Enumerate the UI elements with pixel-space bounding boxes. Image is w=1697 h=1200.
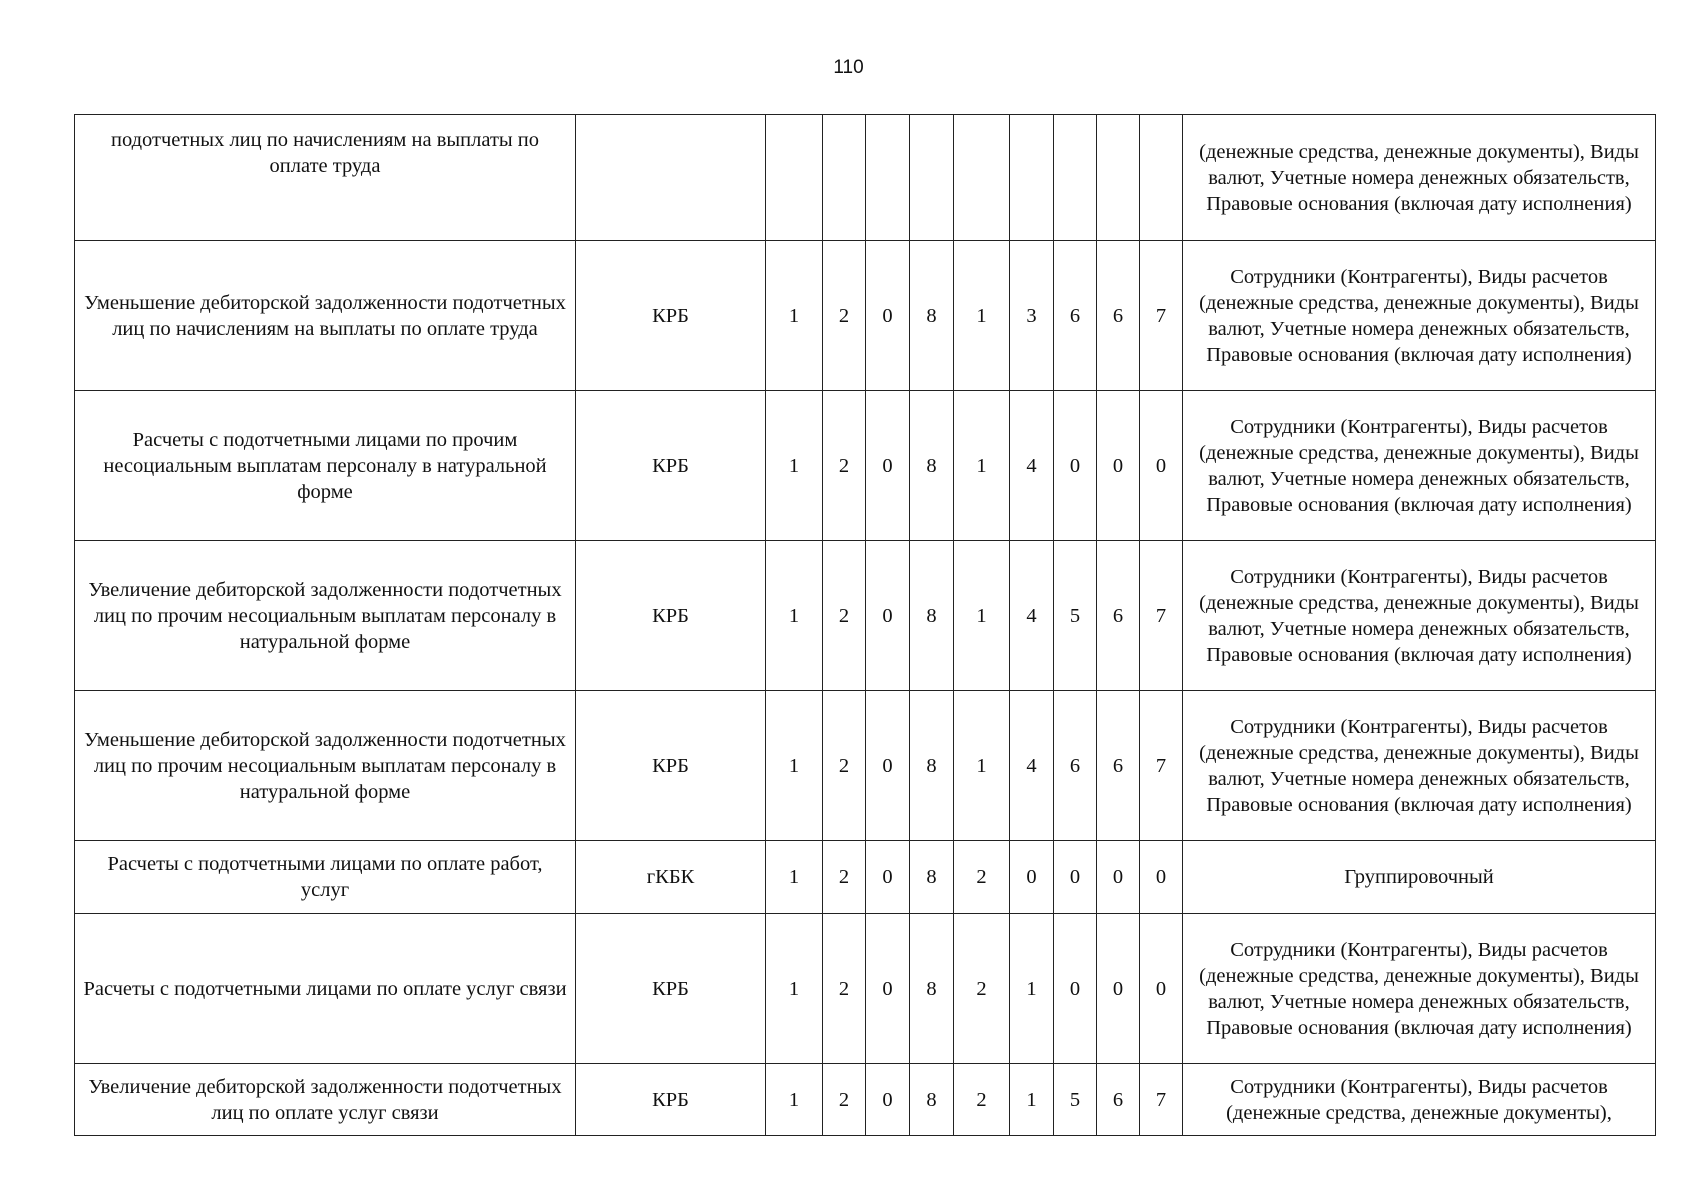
account-digit-4: 8 bbox=[910, 914, 954, 1064]
account-digit-3: 0 bbox=[866, 691, 910, 841]
account-digit-1: 1 bbox=[766, 914, 823, 1064]
account-digit-6: 1 bbox=[1010, 1064, 1054, 1136]
account-digit-8 bbox=[1097, 115, 1140, 241]
table-row bbox=[75, 914, 1656, 1064]
account-digit-5: 1 bbox=[954, 691, 1010, 841]
account-digit-4 bbox=[910, 115, 954, 241]
account-digit-1: 1 bbox=[766, 1064, 823, 1136]
kbk-type: КРБ bbox=[576, 541, 766, 691]
account-digit-1: 1 bbox=[766, 241, 823, 391]
kbk-type: КРБ bbox=[576, 391, 766, 541]
account-digit-2: 2 bbox=[823, 691, 866, 841]
table-row bbox=[75, 541, 1656, 691]
kbk-type: КРБ bbox=[576, 1064, 766, 1136]
account-digit-1: 1 bbox=[766, 691, 823, 841]
account-digit-5: 2 bbox=[954, 841, 1010, 914]
account-digit-5: 1 bbox=[954, 241, 1010, 391]
account-digit-8: 0 bbox=[1097, 841, 1140, 914]
account-digit-4: 8 bbox=[910, 1064, 954, 1136]
kbk-type bbox=[576, 115, 766, 241]
account-digit-3: 0 bbox=[866, 1064, 910, 1136]
account-digit-2: 2 bbox=[823, 241, 866, 391]
analytics-description: Сотрудники (Контрагенты), Виды расчетов (денежные средства, денежные документы), Виды валют, Учетные номера денежных обязательств, Правовые основания (включая дату исполнения) bbox=[1183, 914, 1656, 1064]
account-digit-4: 8 bbox=[910, 691, 954, 841]
account-digit-9: 0 bbox=[1140, 914, 1183, 1064]
account-name: Уменьшение дебиторской задолженности подотчетных лиц по прочим несоциальным выплатам персоналу в натуральной форме bbox=[75, 691, 576, 841]
account-digit-9: 7 bbox=[1140, 691, 1183, 841]
account-digit-2: 2 bbox=[823, 914, 866, 1064]
account-digit-6: 4 bbox=[1010, 391, 1054, 541]
account-digit-6: 0 bbox=[1010, 841, 1054, 914]
kbk-type: гКБК bbox=[576, 841, 766, 914]
account-digit-2: 2 bbox=[823, 1064, 866, 1136]
account-digit-5: 2 bbox=[954, 914, 1010, 1064]
account-digit-7: 0 bbox=[1054, 841, 1097, 914]
account-digit-1: 1 bbox=[766, 541, 823, 691]
account-digit-1 bbox=[766, 115, 823, 241]
table-row bbox=[75, 841, 1656, 914]
account-name: Расчеты с подотчетными лицами по оплате услуг связи bbox=[75, 914, 576, 1064]
account-digit-2 bbox=[823, 115, 866, 241]
analytics-description: Группировочный bbox=[1183, 841, 1656, 914]
account-digit-6: 3 bbox=[1010, 241, 1054, 391]
account-digit-9: 7 bbox=[1140, 1064, 1183, 1136]
kbk-type: КРБ bbox=[576, 241, 766, 391]
table-row bbox=[75, 691, 1656, 841]
page-number: 110 bbox=[833, 57, 864, 78]
analytics-description: Сотрудники (Контрагенты), Виды расчетов (денежные средства, денежные документы), Виды валют, Учетные номера денежных обязательств, Правовые основания (включая дату исполнения) bbox=[1183, 541, 1656, 691]
account-digit-2: 2 bbox=[823, 541, 866, 691]
account-digit-5: 1 bbox=[954, 541, 1010, 691]
account-digit-9: 7 bbox=[1140, 241, 1183, 391]
account-digit-7: 0 bbox=[1054, 391, 1097, 541]
account-name: подотчетных лиц по начислениям на выплаты по оплате труда bbox=[75, 115, 576, 241]
account-digit-7: 6 bbox=[1054, 691, 1097, 841]
account-digit-8: 0 bbox=[1097, 391, 1140, 541]
account-digit-8: 0 bbox=[1097, 914, 1140, 1064]
kbk-type: КРБ bbox=[576, 914, 766, 1064]
account-digit-7: 5 bbox=[1054, 541, 1097, 691]
account-digit-4: 8 bbox=[910, 391, 954, 541]
kbk-type: КРБ bbox=[576, 691, 766, 841]
account-digit-9: 0 bbox=[1140, 391, 1183, 541]
account-digit-5 bbox=[954, 115, 1010, 241]
account-digit-8: 6 bbox=[1097, 691, 1140, 841]
table-row bbox=[75, 115, 1656, 241]
account-digit-6: 4 bbox=[1010, 541, 1054, 691]
account-name: Уменьшение дебиторской задолженности подотчетных лиц по начислениям на выплаты по оплате труда bbox=[75, 241, 576, 391]
account-digit-5: 1 bbox=[954, 391, 1010, 541]
account-digit-2: 2 bbox=[823, 391, 866, 541]
account-digit-3: 0 bbox=[866, 841, 910, 914]
account-digit-3: 0 bbox=[866, 391, 910, 541]
account-digit-6: 1 bbox=[1010, 914, 1054, 1064]
table-row bbox=[75, 391, 1656, 541]
account-digit-7: 0 bbox=[1054, 914, 1097, 1064]
account-digit-8: 6 bbox=[1097, 1064, 1140, 1136]
analytics-description: Сотрудники (Контрагенты), Виды расчетов (денежные средства, денежные документы), Виды валют, Учетные номера денежных обязательств, Правовые основания (включая дату исполнения) bbox=[1183, 391, 1656, 541]
account-digit-4: 8 bbox=[910, 241, 954, 391]
account-digit-8: 6 bbox=[1097, 241, 1140, 391]
account-digit-7 bbox=[1054, 115, 1097, 241]
account-digit-4: 8 bbox=[910, 541, 954, 691]
account-digit-3: 0 bbox=[866, 241, 910, 391]
account-name: Расчеты с подотчетными лицами по оплате работ, услуг bbox=[75, 841, 576, 914]
account-name: Увеличение дебиторской задолженности подотчетных лиц по прочим несоциальным выплатам персоналу в натуральной форме bbox=[75, 541, 576, 691]
account-digit-3: 0 bbox=[866, 914, 910, 1064]
account-digit-9: 0 bbox=[1140, 841, 1183, 914]
account-digit-1: 1 bbox=[766, 841, 823, 914]
account-digit-5: 2 bbox=[954, 1064, 1010, 1136]
account-digit-4: 8 bbox=[910, 841, 954, 914]
account-digit-7: 5 bbox=[1054, 1064, 1097, 1136]
account-digit-9 bbox=[1140, 115, 1183, 241]
analytics-description: Сотрудники (Контрагенты), Виды расчетов (денежные средства, денежные документы), Виды валют, Учетные номера денежных обязательств, Правовые основания (включая дату исполнения) bbox=[1183, 691, 1656, 841]
account-digit-2: 2 bbox=[823, 841, 866, 914]
account-digit-9: 7 bbox=[1140, 541, 1183, 691]
account-digit-7: 6 bbox=[1054, 241, 1097, 391]
table-row bbox=[75, 241, 1656, 391]
analytics-description: Сотрудники (Контрагенты), Виды расчетов (денежные средства, денежные документы), Виды валют, Учетные номера денежных обязательств, Правовые основания (включая дату исполнения) bbox=[1183, 241, 1656, 391]
accounts-table bbox=[74, 114, 1656, 1136]
account-digit-1: 1 bbox=[766, 391, 823, 541]
account-digit-8: 6 bbox=[1097, 541, 1140, 691]
analytics-description: (денежные средства, денежные документы), Виды валют, Учетные номера денежных обязательств, Правовые основания (включая дату исполнения) bbox=[1183, 115, 1656, 241]
account-name: Расчеты с подотчетными лицами по прочим несоциальным выплатам персоналу в натуральной форме bbox=[75, 391, 576, 541]
account-name: Увеличение дебиторской задолженности подотчетных лиц по оплате услуг связи bbox=[75, 1064, 576, 1136]
account-digit-6 bbox=[1010, 115, 1054, 241]
account-digit-3: 0 bbox=[866, 541, 910, 691]
account-digit-6: 4 bbox=[1010, 691, 1054, 841]
table-row bbox=[75, 1064, 1656, 1136]
analytics-description: Сотрудники (Контрагенты), Виды расчетов (денежные средства, денежные документы), bbox=[1183, 1064, 1656, 1136]
account-digit-3 bbox=[866, 115, 910, 241]
